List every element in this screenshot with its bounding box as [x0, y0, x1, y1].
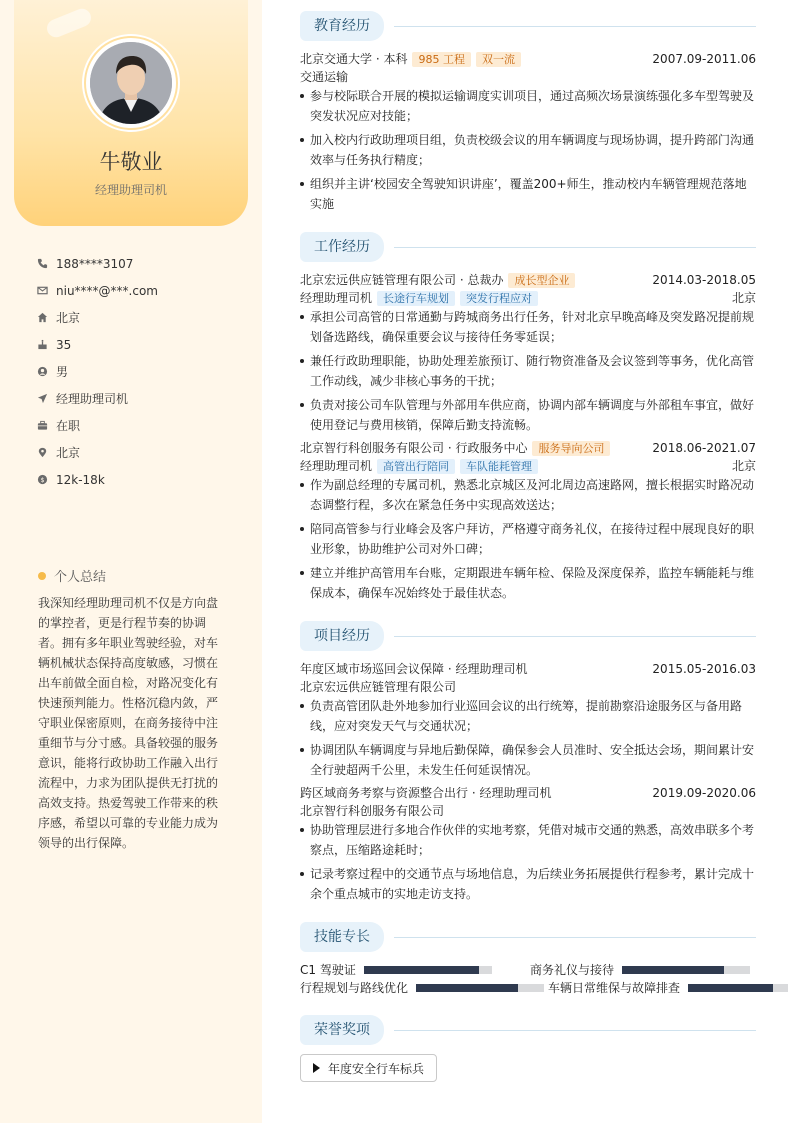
projects-section-header [300, 621, 756, 651]
education-major: 交通运输 [300, 70, 349, 84]
job-bullet: 兼任行政助理职能，协助处理差旅预订、随行物资准备及会议签到等事务，优化高管工作动线，减少非核心事务的干扰； [300, 351, 756, 391]
skill-tag: 车队能耗管理 [460, 459, 538, 474]
skill-level-fill [364, 966, 479, 974]
skills-section-header [300, 922, 756, 952]
skill-level-bar [688, 984, 788, 992]
job-bullet: 负责对接公司车队管理与外部用车供应商，协调内部车辆调度与外部租车事宜，做好使用登记与费用核销，保障后勤支持流畅。 [300, 395, 756, 435]
contact-text: 12k-18k [56, 472, 105, 487]
education-period: 2007.09-2011.06 [652, 52, 756, 66]
project-header-row [300, 660, 756, 678]
skill-tag: 长途行车规划 [377, 291, 455, 306]
education-bullet: 加入校内行政助理项目组，负责校级会议的用车辆调度与现场协调，提升跨部门沟通效率与任务执行精度； [300, 130, 756, 170]
contact-position [36, 385, 158, 412]
send-icon [36, 393, 48, 405]
project-bullet: 记录考察过程中的交通节点与场地信息，为后续业务拓展提供行程参考，累计完成十余个重点城市的实地走访支持。 [300, 864, 756, 904]
company-tag: 成长型企业 [508, 273, 575, 288]
skill-level-bar [364, 966, 492, 974]
avatar-photo [90, 42, 172, 124]
job-company: 北京宏远供应链管理有限公司 · 总裁办 [300, 273, 504, 287]
project-company-row [300, 678, 756, 696]
school-tag: 985 工程 [412, 52, 471, 67]
project-bullet: 协调团队车辆调度与异地后勤保障，确保参会人员准时、安全抵达会场，期间累计安全行驶超两千公里，未发生任何延误情况。 [300, 740, 756, 780]
summary-heading [38, 566, 106, 585]
job-header-row [300, 439, 756, 457]
section-title: 项目经历 [300, 621, 384, 651]
skill-name: C1 驾驶证 [300, 963, 356, 977]
contact-salary [36, 466, 158, 493]
phone-icon [36, 258, 48, 270]
skill-name: 车辆日常维保与故障排查 [548, 981, 681, 995]
job-period: 2014.03-2018.05 [652, 273, 756, 287]
section-divider [394, 937, 756, 938]
job-bullet: 建立并维护高管用车台账，定期跟进车辆年检、保险及深度保养，监控车辆能耗与维保成本，确保车况始终处于最佳状态。 [300, 563, 756, 603]
candidate-name: 牛敬业 [99, 150, 163, 174]
project-name: 跨区域商务考察与资源整合出行 · 经理助理司机 [300, 786, 552, 800]
award-name: 年度安全行车标兵 [328, 1061, 425, 1076]
section-title: 技能专长 [300, 922, 384, 952]
candidate-role: 经理助理司机 [94, 183, 167, 197]
school-tag: 双一流 [476, 52, 521, 67]
gender-icon [36, 366, 48, 378]
contact-text: 188****3107 [56, 256, 134, 271]
job-bullet: 承担公司高管的日常通勤与跨城商务出行任务，针对北京早晚高峰及突发路况提前规划备选路线，确保重要会议与接待任务零延误； [300, 307, 756, 347]
contact-text: 北京 [56, 446, 81, 460]
job-city: 北京 [731, 291, 756, 305]
project-name: 年度区域市场巡回会议保障 · 经理助理司机 [300, 662, 528, 676]
contact-text: 在职 [56, 419, 81, 433]
skill-name: 商务礼仪与接待 [530, 963, 615, 977]
education-section-header [300, 11, 756, 41]
job-header-row [300, 271, 756, 289]
education-major-row [300, 68, 756, 86]
section-divider [394, 247, 756, 248]
job-bullet: 陪同高管参与行业峰会及客户拜访，严格遵守商务礼仪，在接待过程中展现良好的职业形象，协助维护公司对外口碑； [300, 519, 756, 559]
sidebar [0, 0, 262, 1123]
contact-text: 35 [56, 337, 72, 352]
section-divider [394, 636, 756, 637]
summary-title: 个人总结 [54, 570, 107, 585]
work-section-header [300, 232, 756, 262]
skill-level-fill [416, 984, 518, 992]
company-tag: 服务导向公司 [532, 441, 610, 456]
mail-icon [36, 285, 48, 297]
project-header-row [300, 784, 756, 802]
job-company: 北京智行科创服务有限公司 · 行政服务中心 [300, 441, 528, 455]
education-header-row [300, 50, 756, 68]
section-title: 工作经历 [300, 232, 384, 262]
briefcase-icon [36, 420, 48, 432]
project-bullet: 负责高管团队赴外地参加行业巡回会议的出行统筹，提前勘察沿途服务区与备用路线，应对突发天气与交通状况； [300, 696, 756, 736]
decorative-pill [44, 6, 93, 40]
project-bullet: 协助管理层进行多地合作伙伴的实地考察，凭借对城市交通的熟悉，高效串联多个考察点，压缩路途耗时； [300, 820, 756, 860]
section-title: 荣誉奖项 [300, 1015, 384, 1045]
contact-age [36, 331, 158, 358]
contact-location [36, 439, 158, 466]
skill-item [300, 962, 492, 978]
contact-text: 男 [56, 365, 69, 379]
location-pin-icon [36, 447, 48, 459]
home-icon [36, 312, 48, 324]
job-position: 经理助理司机 [300, 459, 373, 473]
cake-icon [36, 339, 48, 351]
contact-text: 北京 [56, 311, 81, 325]
svg-text:$: $ [39, 475, 45, 484]
project-company: 北京宏远供应链管理有限公司 [300, 680, 457, 694]
contact-phone [36, 250, 158, 277]
contact-status [36, 412, 158, 439]
awards-section-header [300, 1015, 756, 1045]
contact-text: 经理助理司机 [56, 392, 129, 406]
skill-level-fill [688, 984, 773, 992]
bullet-dot-icon [38, 572, 46, 580]
skill-tag: 突发行程应对 [460, 291, 538, 306]
contact-list [36, 250, 158, 493]
skill-item [548, 980, 788, 996]
skill-item [300, 980, 544, 996]
project-company: 北京智行科创服务有限公司 [300, 804, 445, 818]
contact-home [36, 304, 158, 331]
avatar [84, 36, 178, 130]
project-period: 2019.09-2020.06 [652, 786, 756, 800]
skill-item [530, 962, 750, 978]
skill-tag: 高管出行陪同 [377, 459, 455, 474]
project-company-row [300, 802, 756, 820]
skill-level-bar [622, 966, 750, 974]
skill-level-bar [416, 984, 544, 992]
section-title: 教育经历 [300, 11, 384, 41]
job-position-row [300, 289, 756, 307]
contact-text: niu****@***.com [56, 283, 158, 298]
award-item[interactable] [300, 1054, 437, 1082]
job-period: 2018.06-2021.07 [652, 441, 756, 455]
section-divider [394, 26, 756, 27]
education-bullet: 参与校际联合开展的模拟运输调度实训项目，通过高频次场景演练强化多车型驾驶及突发状况应对技能； [300, 86, 756, 126]
skill-name: 行程规划与路线优化 [300, 981, 409, 995]
skill-level-fill [622, 966, 724, 974]
job-city: 北京 [731, 459, 756, 473]
salary-icon [36, 474, 48, 486]
summary-text: 我深知经理助理司机不仅是方向盘的掌控者，更是行程节奏的协调者。拥有多年职业驾驶经验，对车辆机械状态保持高度敏感，习惯在出车前做全面自检，对路况变化有快速预判能力。性格沉稳内敛，严守职业保密原则，在商务接待中注重细节与分寸感。具备较强的服务意识，能将行政协助工作融入出行流程中，力求为团队提供无打扰的高效支持。热爱驾驶工作带来的秩序感，希望以可靠的专业能力成为领导的出行保障。 [38, 596, 219, 850]
school-name: 北京交通大学 · 本科 [300, 52, 408, 66]
job-position-row [300, 457, 756, 475]
contact-gender [36, 358, 158, 385]
project-period: 2015.05-2016.03 [652, 662, 756, 676]
play-triangle-icon [313, 1063, 320, 1073]
job-bullet: 作为副总经理的专属司机，熟悉北京城区及河北周边高速路网，擅长根据实时路况动态调整行程，多次在紧急任务中实现高效送达； [300, 475, 756, 515]
education-bullet: 组织并主讲‘校园安全驾驶知识讲座’，覆盖200+师生，推动校内车辆管理规范落地实施 [300, 174, 756, 214]
job-position: 经理助理司机 [300, 291, 373, 305]
section-divider [394, 1030, 756, 1031]
contact-email [36, 277, 158, 304]
